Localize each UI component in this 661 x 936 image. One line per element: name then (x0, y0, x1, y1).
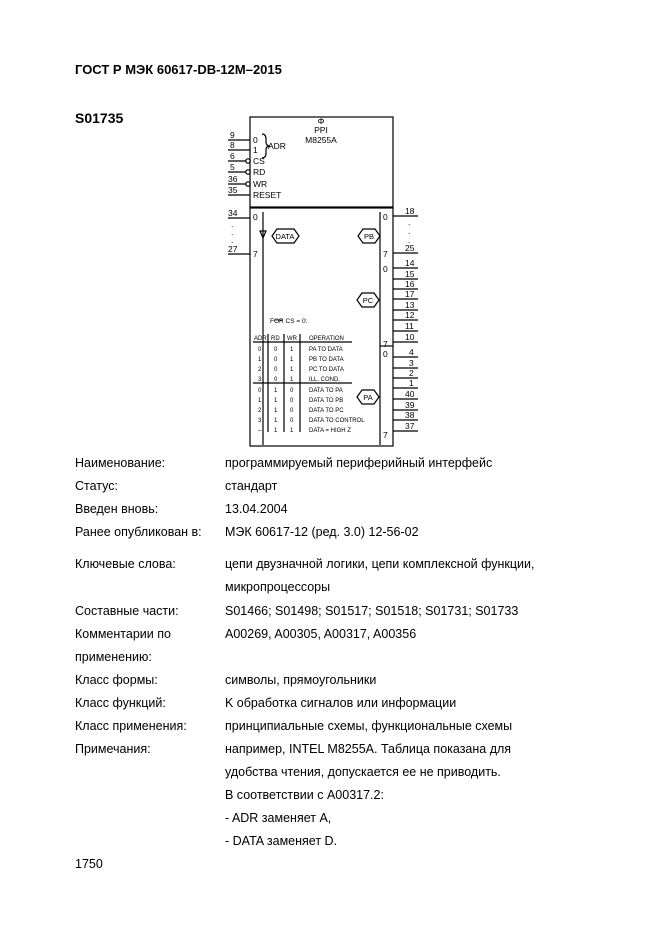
table-cell: 1 (258, 357, 262, 363)
table-cell: 0 (290, 418, 294, 424)
field-value: символы, прямоугольники (225, 673, 377, 687)
table-operation-cell: DATA = HIGH Z (309, 428, 351, 434)
table-header-cell: OPERATION (309, 336, 344, 342)
field-label: Ранее опубликован в: (75, 525, 202, 539)
ppi-title: PPI (314, 125, 328, 135)
table-cell: – (258, 428, 262, 434)
pin-label: 2 (409, 368, 414, 378)
pin-label: 16 (405, 279, 415, 289)
field-value: A00269, A00305, A00317, A00356 (225, 627, 417, 641)
table-cell: 1 (274, 398, 278, 404)
adr-label: ADR (268, 141, 286, 151)
table-cell: 3 (258, 418, 262, 424)
pin-label: 13 (405, 300, 415, 310)
table-cell: 0 (274, 377, 278, 383)
pin-label: 27 (228, 244, 238, 254)
pin-label: 36 (228, 174, 238, 184)
pin-label: 6 (230, 151, 235, 161)
pin-label: 37 (405, 421, 415, 431)
page-number: 1750 (75, 857, 103, 871)
bit-label: 0 (383, 212, 388, 222)
symbol-code: S01735 (75, 110, 124, 126)
field-label: Класс формы: (75, 673, 158, 687)
table-cell: 1 (274, 408, 278, 414)
field-label: Примечания: (75, 742, 151, 756)
pin-label: 25 (405, 243, 415, 253)
pin-label: 18 (405, 206, 415, 216)
table-header-cell: RD (271, 336, 280, 342)
table-cell: 1 (274, 418, 278, 424)
svg-text:.: . (408, 226, 411, 236)
field-value: 13.04.2004 (225, 502, 288, 516)
field-value: МЭК 60617-12 (ред. 3.0) 12-56-02 (225, 525, 419, 539)
truth-table (258, 347, 365, 434)
pin-label: 15 (405, 269, 415, 279)
table-operation-cell: PA TO DATA (309, 347, 343, 353)
field-value: например, INTEL M8255A. Таблица показана для (225, 742, 512, 756)
table-cell: 1 (290, 357, 294, 363)
data-label: DATA (275, 232, 295, 241)
pin-label: 9 (230, 130, 235, 140)
bit-label: 0 (253, 212, 258, 222)
pin-label: 38 (405, 410, 415, 420)
table-cell: 1 (290, 367, 294, 373)
pin-label: 5 (230, 162, 235, 172)
pin-label: 39 (405, 400, 415, 410)
document-header: ГОСТ Р МЭК 60617-DB-12M–2015 (75, 62, 282, 77)
field-value: - DATA заменяет D. (225, 834, 338, 848)
bit-label: 0 (383, 264, 388, 274)
field-value: цепи двузначной логики, цепи комплексной функции, (225, 557, 535, 571)
svg-text:.: . (231, 219, 234, 229)
table-cell: 1 (290, 347, 294, 353)
field-value: стандарт (225, 479, 278, 493)
field-value: - ADR заменяет A, (225, 811, 332, 825)
field-label: Класс применения: (75, 719, 187, 733)
field-label: Класс функций: (75, 696, 166, 710)
bit-label: 7 (383, 430, 388, 440)
table-cell: 1 (290, 428, 294, 434)
field-label: Наименование: (75, 456, 166, 470)
field-label: Введен вновь: (75, 502, 159, 516)
table-operation-cell: DATA TO PB (309, 398, 344, 404)
table-cell: 0 (258, 388, 262, 394)
table-operation-cell: ILL. COND. (309, 377, 341, 383)
table-cell: 0 (258, 347, 262, 353)
table-header-cell: ADR (254, 336, 267, 342)
field-label: Составные части: (75, 604, 179, 618)
field-value: S01466; S01498; S01517; S01518; S01731; S01733 (225, 604, 519, 618)
table-cell: 1 (258, 398, 262, 404)
ppi-symbol-diagram (0, 0, 661, 450)
table-cell: 1 (274, 428, 278, 434)
table-cell: 1 (290, 377, 294, 383)
table-operation-cell: DATA TO PC (309, 408, 344, 414)
pa-label: PA (363, 393, 373, 402)
field-value: микропроцессоры (225, 580, 331, 594)
pb-label: PB (363, 232, 375, 241)
bit-label: 7 (383, 249, 388, 259)
pin-label: 3 (409, 358, 414, 368)
svg-text:.: . (231, 235, 234, 245)
phi-symbol: Φ (317, 116, 325, 126)
table-operation-cell: DATA TO CONTROL (309, 418, 365, 424)
table-cell: 0 (290, 398, 294, 404)
table-cell: 0 (290, 388, 294, 394)
table-operation-cell: PC TO DATA (309, 367, 344, 373)
pin-label: 35 (228, 185, 238, 195)
input-label: WR (253, 179, 268, 189)
field-label: Комментарии по (75, 627, 171, 641)
table-operation-cell: DATA TO PA (309, 388, 343, 394)
table-operation-cell: PB TO DATA (309, 357, 344, 363)
pin-label: 1 (409, 378, 414, 388)
bit-label: 7 (383, 339, 388, 349)
pin-label: 14 (405, 258, 415, 268)
table-cell: 1 (274, 388, 278, 394)
pin-label: 17 (405, 289, 415, 299)
pc-label: PC (362, 296, 374, 305)
table-cell: 3 (258, 377, 262, 383)
bit-label: 7 (253, 249, 258, 259)
input-label: 0 (253, 135, 258, 145)
pin-label: 10 (405, 332, 415, 342)
field-value: K обработка сигналов или информации (225, 696, 457, 710)
input-label: 1 (253, 145, 258, 155)
field-value: В соответствии с A00317.2: (225, 788, 384, 802)
field-value: удобства чтения, допускается ее не приводить. (225, 765, 501, 779)
svg-text:.: . (231, 227, 234, 237)
table-cell: 0 (274, 367, 278, 373)
pin-label: 12 (405, 310, 415, 320)
svg-text:.: . (408, 235, 411, 245)
bit-label: 0 (383, 349, 388, 359)
field-label: Ключевые слова: (75, 557, 176, 571)
table-cell: 2 (258, 408, 262, 414)
field-value: принципиальные схемы, функциональные схемы (225, 719, 513, 733)
table-cell: 2 (258, 367, 262, 373)
table-cell: 0 (274, 347, 278, 353)
table-cell: 0 (290, 408, 294, 414)
field-label: применению: (75, 650, 152, 664)
pin-label: 8 (230, 140, 235, 150)
table-cell: 0 (274, 357, 278, 363)
input-label: RESET (253, 190, 282, 200)
pin-label: 11 (405, 321, 414, 331)
pin-label: 34 (228, 208, 238, 218)
pin-label: 4 (409, 347, 414, 357)
table-header-cell: WR (287, 336, 297, 342)
field-value: программируемый периферийный интерфейс (225, 456, 493, 470)
field-label: Статус: (75, 479, 118, 493)
svg-text:.: . (408, 217, 411, 227)
pin-label: 40 (405, 389, 415, 399)
for-condition-label: FOR CS = 0: (270, 318, 308, 325)
input-label: CS (253, 156, 265, 166)
input-label: RD (253, 167, 266, 177)
chip-title: M8255A (305, 135, 337, 145)
